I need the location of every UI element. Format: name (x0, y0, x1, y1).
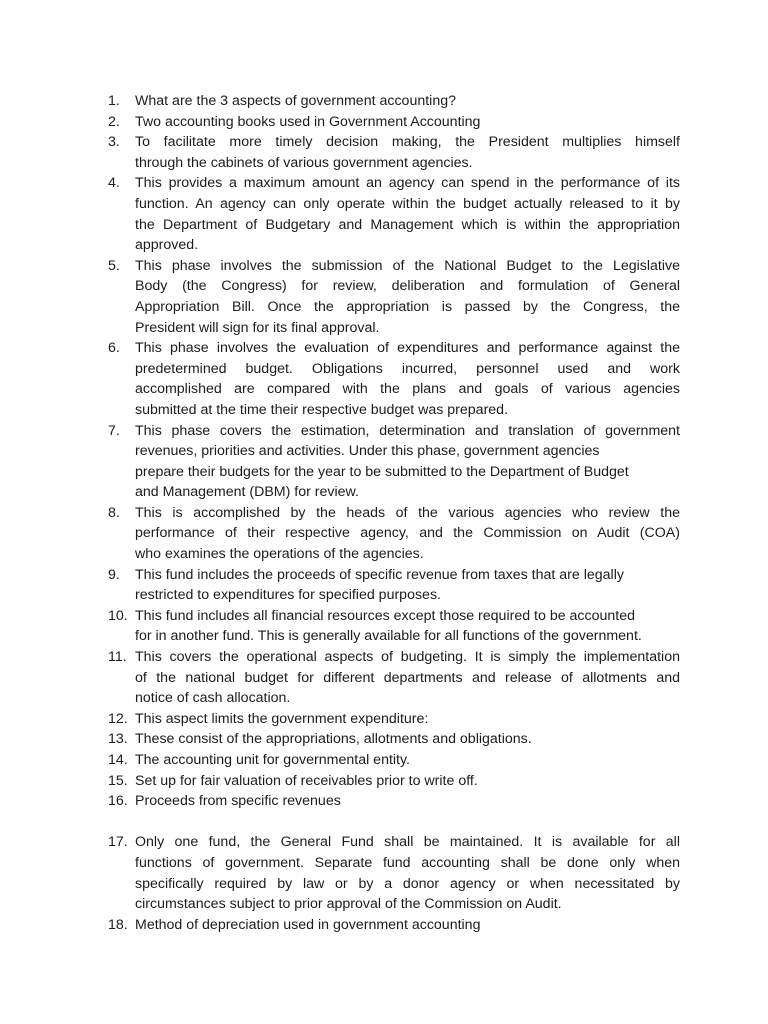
question-text-line: circumstances subject to prior approval of the Commission on Audit. (135, 896, 562, 913)
question-item (108, 173, 680, 255)
question-text-line: This aspect limits the government expenditure: (135, 710, 429, 727)
question-text-line: Two accounting books used in Government Accounting (135, 113, 481, 130)
question-text-line: prepare their budgets for the year to be submitted to the Department of Budget (135, 463, 629, 480)
question-item (108, 647, 680, 709)
question-number: 17. (108, 834, 128, 851)
question-text-line: functions of government. Separate fund accounting shall be done only when (135, 854, 680, 871)
question-number: 2. (108, 113, 120, 130)
question-number: 7. (108, 422, 120, 439)
question-item (108, 112, 680, 133)
question-text-line: The accounting unit for governmental entity. (135, 752, 410, 768)
question-text-line: This phase involves the evaluation of expenditures and performance against the (135, 340, 680, 357)
question-text-line: revenues, priorities and activities. Under this phase, government agencies (135, 443, 600, 460)
question-text-line: restricted to expenditures for specified purposes. (135, 587, 441, 604)
question-item (108, 709, 680, 730)
question-text-line: of the national budget for different departments and release of allotments and (135, 669, 680, 686)
question-item (108, 606, 680, 647)
question-number: 10. (108, 607, 128, 624)
question-item (108, 729, 680, 750)
question-number: 1. (108, 93, 120, 109)
question-text-line: President will sign for its final approval. (135, 319, 380, 336)
question-number: 8. (108, 504, 120, 521)
question-number: 12. (108, 710, 128, 727)
question-text-line: approved. (135, 237, 199, 254)
question-item (108, 750, 680, 771)
question-item (108, 503, 680, 565)
question-item (108, 421, 680, 503)
question-text-line: These consist of the appropriations, allotments and obligations. (135, 731, 532, 748)
question-number: 15. (108, 772, 128, 789)
question-text-line: notice of cash allocation. (135, 690, 291, 707)
question-item (108, 256, 680, 338)
question-text-line: Body (the Congress) for review, deliberation and formulation of General (135, 278, 680, 295)
question-text-line: Set up for fair valuation of receivables prior to write off. (135, 772, 478, 789)
question-number: 4. (108, 175, 120, 192)
question-text-line: specifically required by law or by a donor agency or when necessitated by (135, 875, 680, 892)
question-item (108, 565, 680, 606)
question-item (108, 338, 680, 420)
question-item (108, 791, 680, 812)
question-number: 3. (108, 134, 120, 151)
question-text-line: submitted at the time their respective budget was prepared. (135, 401, 509, 418)
question-item (108, 771, 680, 792)
question-text-line: accomplished are compared with the plans and goals of various agencies (135, 381, 680, 398)
question-text-line: This phase involves the submission of the National Budget to the Legislative (135, 257, 680, 274)
question-item (108, 915, 680, 936)
question-text-line: This is accomplished by the heads of the various agencies who review the (135, 504, 680, 521)
question-text-line: Proceeds from specific revenues (135, 793, 341, 810)
question-number: 16. (108, 793, 128, 810)
question-number: 14. (108, 752, 128, 768)
question-text-line: and Management (DBM) for review. (135, 484, 359, 501)
question-number: 11. (108, 649, 127, 666)
question-number: 9. (108, 566, 120, 583)
question-item (108, 132, 680, 173)
question-text-line: performance of their respective agency, and the Commission on Audit (COA) (135, 525, 680, 542)
question-number: 13. (108, 731, 128, 748)
question-text-line: through the cabinets of various government agencies. (135, 154, 473, 171)
question-text-line: Method of depreciation used in government accounting (135, 916, 481, 933)
question-text-line: who examines the operations of the agencies. (135, 546, 424, 563)
question-text-line: predetermined budget. Obligations incurred, personnel used and work (135, 360, 680, 377)
question-number: 18. (108, 916, 128, 933)
question-text-line: This phase covers the estimation, determination and translation of government (135, 422, 680, 439)
question-item (108, 91, 680, 112)
question-text-line: This covers the operational aspects of budgeting. It is simply the implementation (135, 649, 680, 666)
question-text-line: To facilitate more timely decision making, the President multiplies himself (135, 134, 680, 151)
question-item (108, 832, 680, 914)
question-text-line: Appropriation Bill. Once the appropriation is passed by the Congress, the (135, 298, 680, 315)
question-text-line: Only one fund, the General Fund shall be maintained. It is available for all (135, 834, 680, 851)
question-text-line: the Department of Budgetary and Management which is within the appropriation (135, 216, 680, 233)
question-text-line: This fund includes the proceeds of specific revenue from taxes that are legally (135, 566, 624, 583)
question-list (108, 91, 680, 935)
question-number: 6. (108, 340, 120, 357)
question-text-line: What are the 3 aspects of government accounting? (135, 93, 456, 109)
question-text-line: function. An agency can only operate within the budget actually released to it by (135, 195, 680, 212)
question-text-line: This fund includes all financial resources except those required to be accounted (135, 607, 636, 624)
question-text-line: This provides a maximum amount an agency can spend in the performance of its (135, 175, 680, 192)
question-text-line: for in another fund. This is generally available for all functions of the government. (135, 628, 642, 645)
question-number: 5. (108, 257, 120, 274)
